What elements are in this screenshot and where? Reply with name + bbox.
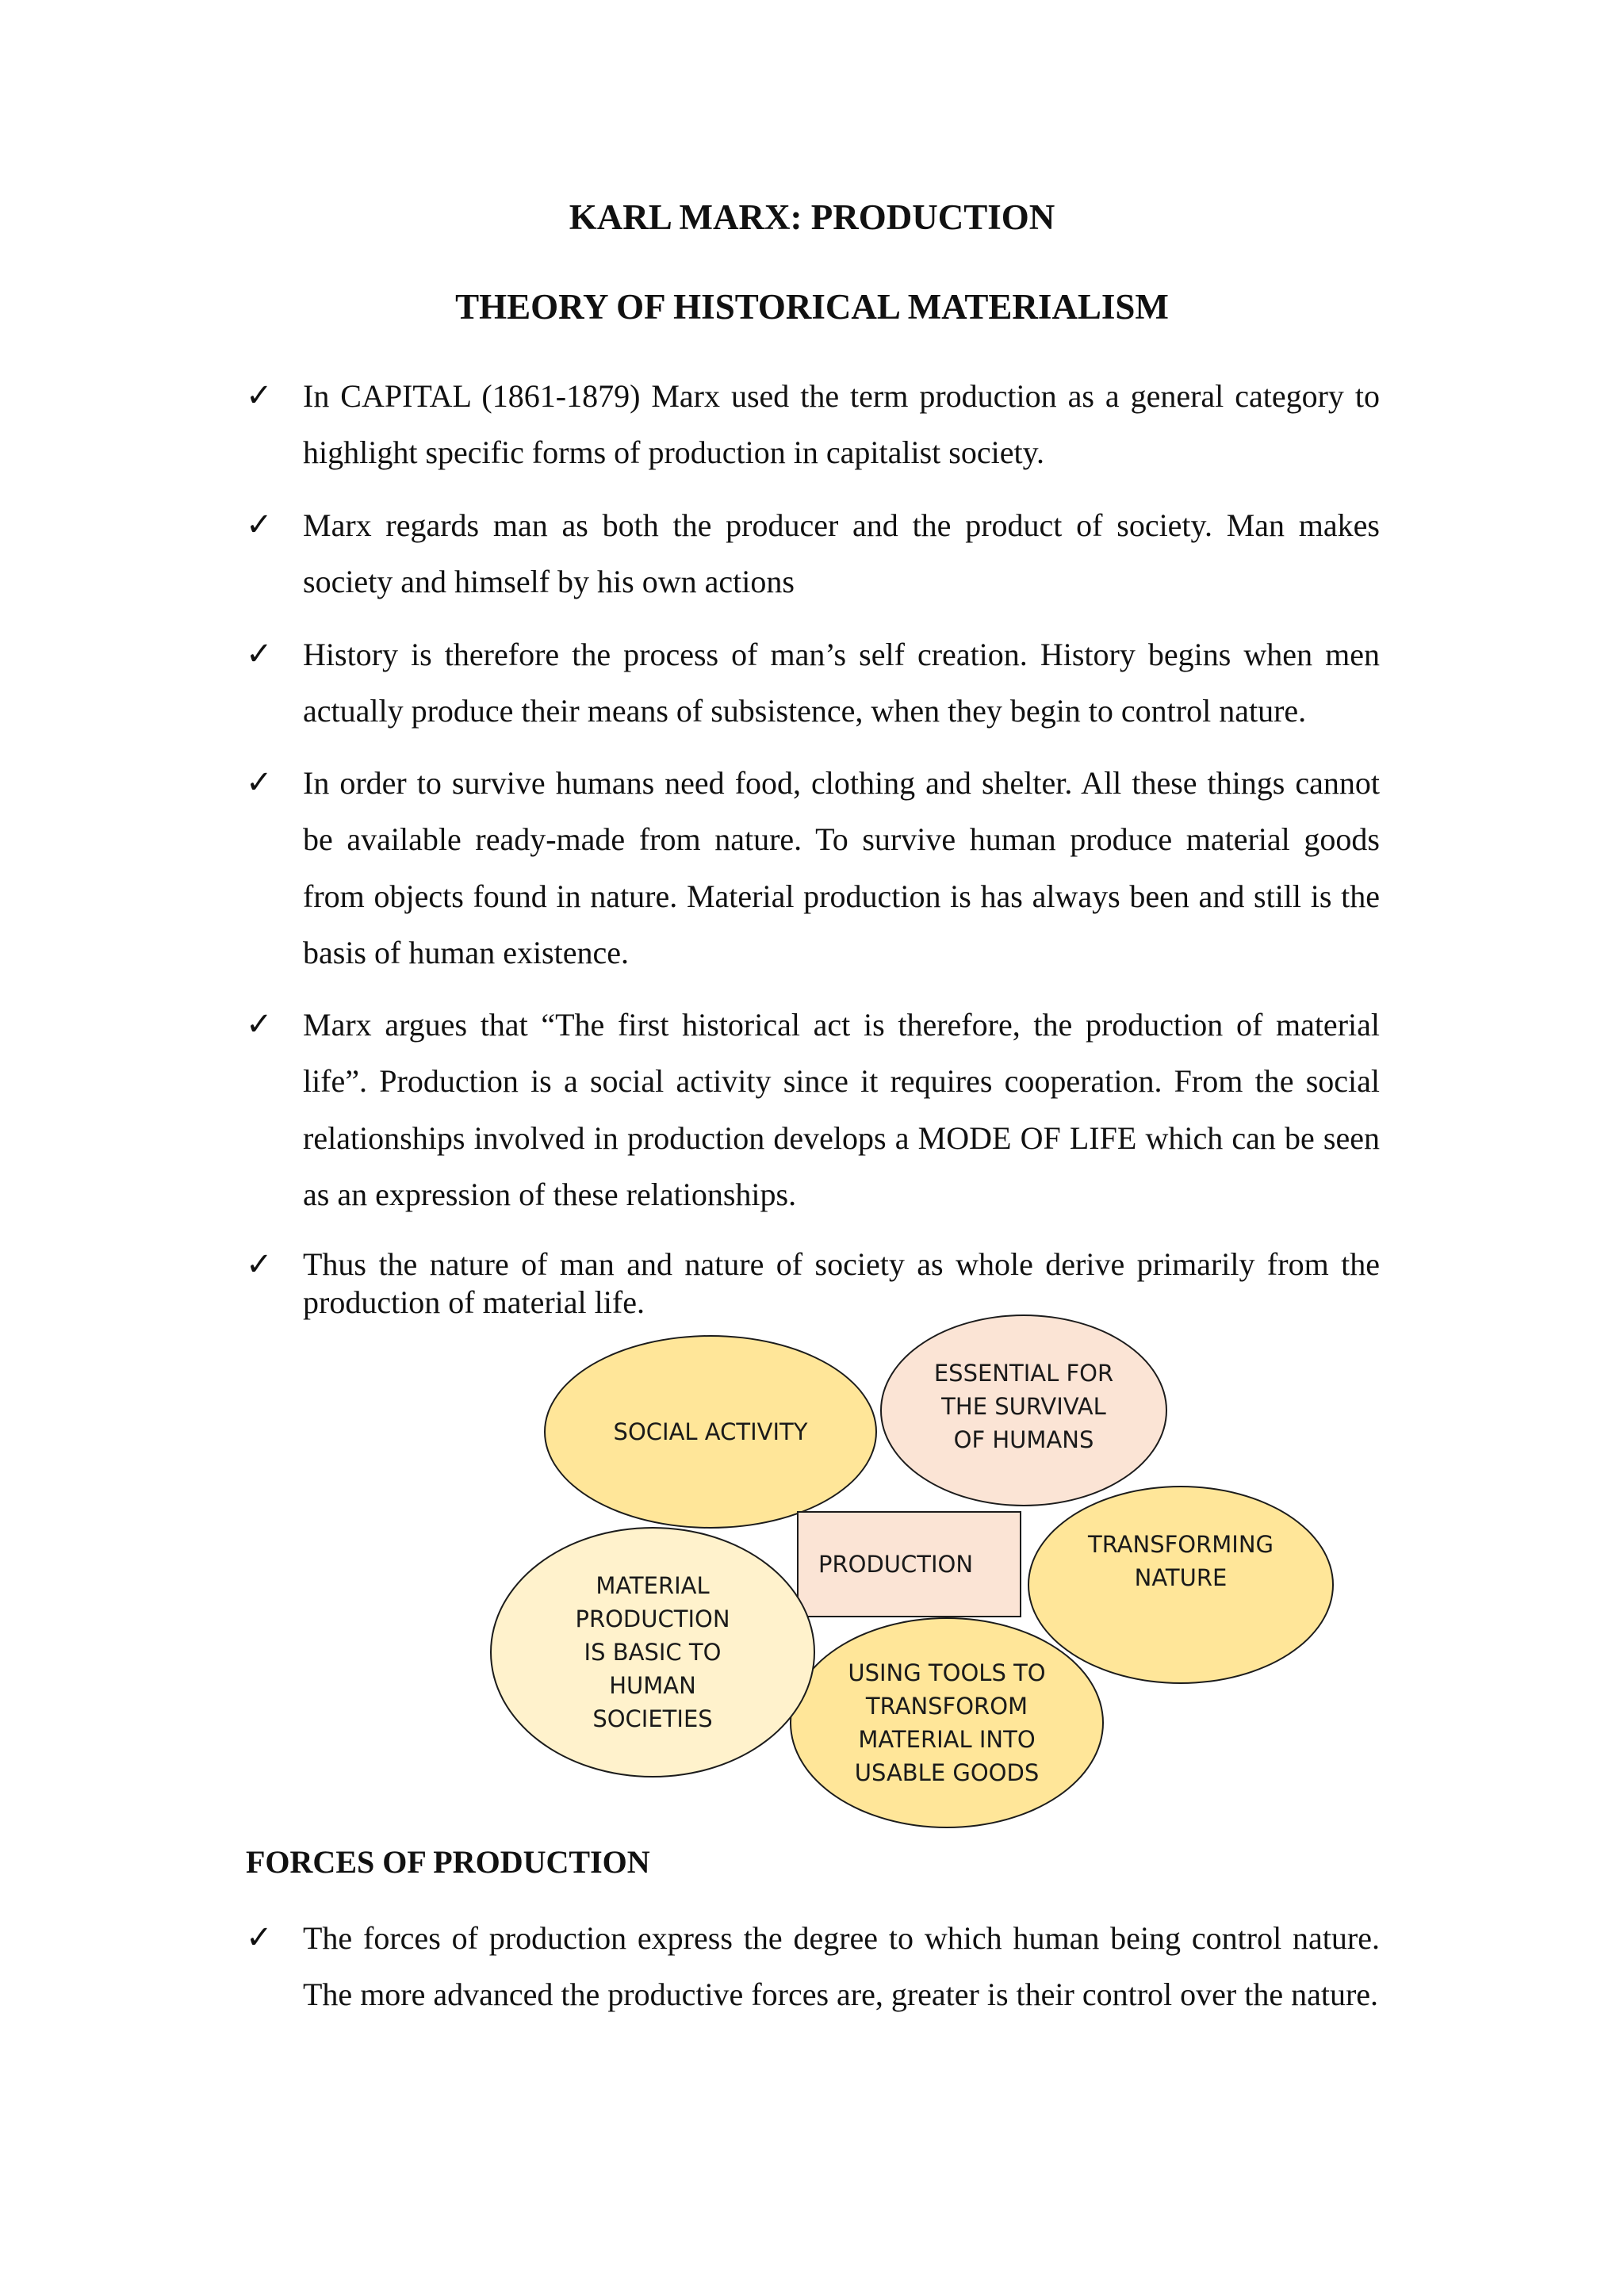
bullet-text: The forces of production express the degree to which human being control nature. The more advanced the productive forces are, greater is their control over the nature. — [303, 1920, 1380, 2013]
checkmark-icon: ✓ — [246, 1919, 273, 1956]
node-transforming-nature — [1028, 1486, 1334, 1684]
node-material-production — [490, 1527, 815, 1777]
bullet-text: Thus the nature of man and nature of society as whole derive primarily from the production of material life. — [303, 1246, 1380, 1320]
page-title: KARL MARX: PRODUCTION — [569, 197, 1055, 237]
bullet-text: In order to survive humans need food, clothing and shelter. All these things cannot be available ready-made from nature. To survive human produce material goods from objects found in nature. Material production is has always been and still is the basis of human existence. — [303, 765, 1380, 970]
checkmark-icon: ✓ — [246, 636, 273, 672]
page-subtitle: THEORY OF HISTORICAL MATERIALISM — [455, 287, 1169, 327]
node-essential-survival-label: ESSENTIAL FOR THE SURVIVAL OF HUMANS — [933, 1360, 1114, 1453]
checkmark-icon: ✓ — [246, 377, 273, 414]
node-social-activity — [544, 1335, 877, 1529]
node-production-center — [797, 1511, 1021, 1617]
bullet-text: History is therefore the process of man’s self creation. History begins when men actually produce their means of subsistence, when they begin to control nature. — [303, 637, 1380, 729]
bullet-text: Marx argues that “The first historical act is therefore, the production of material life”. Production is a social activity since it requires cooperation. From the social relationships involved in production develops a MODE OF LIFE which can be seen as an expression of these relationships. — [303, 1007, 1380, 1212]
node-production-center-label: PRODUCTION — [818, 1551, 974, 1578]
node-material-production-label: MATERIAL PRODUCTION IS BASIC TO HUMAN SOCIETIES — [575, 1572, 730, 1732]
node-tools-transform — [790, 1617, 1104, 1828]
checkmark-icon: ✓ — [246, 764, 273, 801]
node-tools-transform-label: USING TOOLS TO TRANSFOROM MATERIAL INTO USABLE GOODS — [848, 1659, 1046, 1786]
section-heading: FORCES OF PRODUCTION — [246, 1844, 650, 1880]
checkmark-icon: ✓ — [246, 1006, 273, 1043]
bullet-text: Marx regards man as both the producer and the product of society. Man makes society and himself by his own actions — [303, 507, 1380, 600]
bullet-text: In CAPITAL (1861-1879) Marx used the term production as a general category to highlight specific forms of production in capitalist society. — [303, 378, 1380, 471]
node-essential-survival — [880, 1314, 1167, 1506]
node-social-activity-label: SOCIAL ACTIVITY — [613, 1418, 808, 1445]
checkmark-icon: ✓ — [246, 507, 273, 543]
node-transforming-nature-label: TRANSFORMING NATURE — [1087, 1531, 1274, 1591]
checkmark-icon: ✓ — [246, 1246, 273, 1283]
